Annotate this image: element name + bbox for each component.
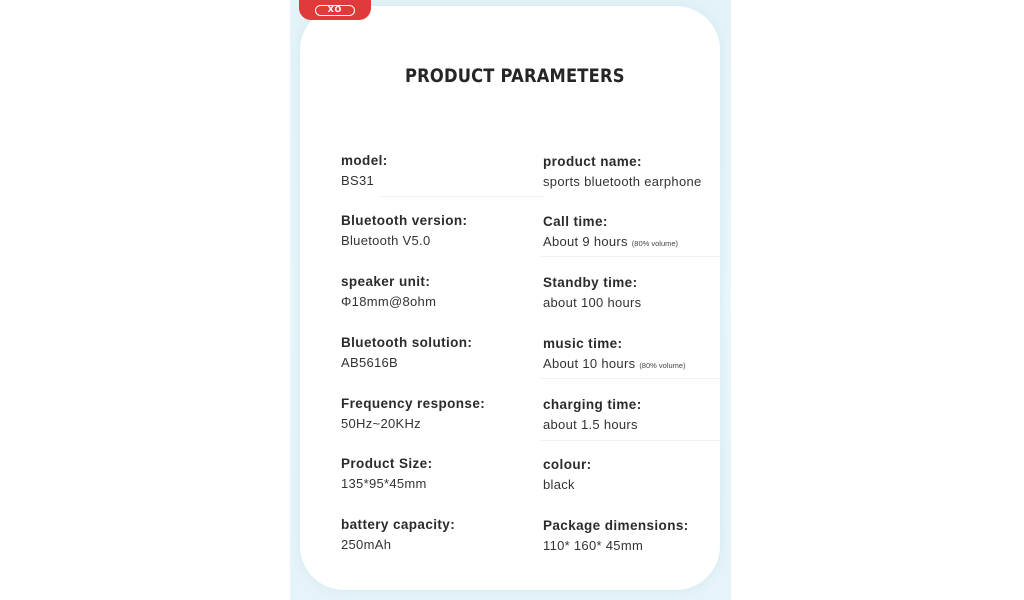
param-value: black: [543, 477, 575, 492]
param-label: Product Size:: [341, 456, 433, 471]
param-product-size: [341, 456, 432, 492]
xo-brand-logo: [299, 0, 371, 20]
param-value-row: [543, 234, 678, 252]
param-bluetooth-solution: [341, 335, 472, 371]
param-value: about 1.5 hours: [543, 417, 638, 432]
logo-text: XO: [327, 5, 343, 14]
param-frequency-response: [341, 396, 485, 432]
param-value: 250mAh: [341, 537, 392, 552]
param-label: model:: [341, 153, 388, 168]
volume-note: (80% volume): [631, 239, 679, 248]
param-battery-capacity: [341, 517, 455, 553]
param-value: 50Hz~20KHz: [341, 416, 421, 431]
param-value: About 9 hours: [543, 234, 628, 249]
param-value: about 100 hours: [543, 295, 642, 310]
param-package-dimensions: [543, 518, 689, 554]
param-value: BS31: [341, 173, 375, 188]
param-label: Standby time:: [543, 275, 638, 290]
param-value: Bluetooth V5.0: [341, 233, 431, 248]
param-label: battery capacity:: [341, 517, 456, 532]
param-value: AB5616B: [341, 355, 399, 370]
volume-note: (80% volume): [639, 361, 686, 370]
param-standby-time: [543, 275, 641, 311]
param-value: sports bluetooth earphone: [543, 174, 702, 189]
param-value: 135*95*45mm: [341, 476, 427, 491]
param-charging-time: [543, 397, 642, 433]
param-value-row: [543, 356, 686, 374]
param-label: Frequency response:: [341, 396, 486, 411]
param-label: Package dimensions:: [543, 518, 689, 533]
param-label: colour:: [543, 457, 592, 472]
param-value: 110* 160* 45mm: [543, 538, 644, 553]
param-speaker-unit: [341, 274, 436, 310]
param-label: speaker unit:: [341, 274, 431, 289]
param-label: Bluetooth version:: [341, 213, 468, 228]
param-bluetooth-version: [341, 213, 467, 249]
param-value: Φ18mm@8ohm: [341, 294, 437, 309]
row-divider: [540, 378, 720, 379]
param-music-time: [543, 336, 686, 374]
row-divider: [540, 440, 720, 441]
param-colour: [543, 457, 592, 493]
param-product-name: [543, 154, 702, 190]
param-model: [341, 153, 388, 189]
row-divider: [540, 256, 720, 257]
param-label: Call time:: [543, 214, 608, 229]
row-divider: [380, 196, 545, 197]
logo-emblem: [315, 5, 355, 16]
param-label: product name:: [543, 154, 642, 169]
page-title: PRODUCT PARAMETERS: [405, 65, 625, 87]
param-call-time: [543, 214, 678, 252]
param-label: Bluetooth solution:: [341, 335, 473, 350]
param-value: About 10 hours: [543, 356, 636, 371]
param-label: music time:: [543, 336, 623, 351]
param-label: charging time:: [543, 397, 642, 412]
